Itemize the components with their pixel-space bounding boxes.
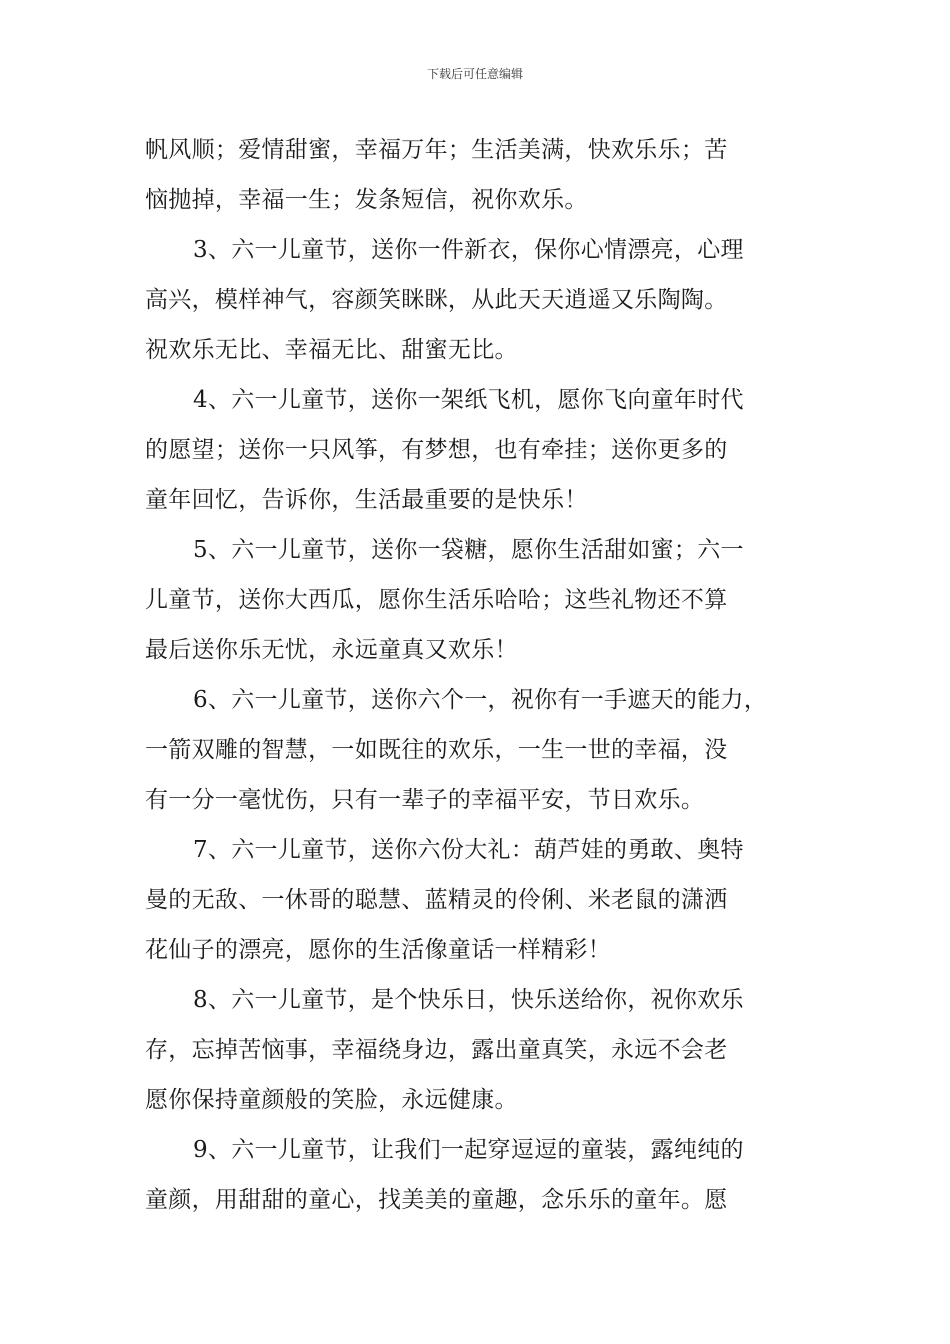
text-line-14: 有一分一毫忧伤，只有一辈子的幸福平安，节日欢乐。 [145, 787, 705, 813]
text-line-2: 恼抛掉，幸福一生；发条短信，祝你欢乐。 [145, 187, 588, 213]
text-line-10: 儿童节，送你大西瓜，愿你生活乐哈哈；这些礼物还不算 [145, 587, 728, 613]
text-line-12: 6、六一儿童节，送你六个一，祝你有一手遮天的能力， [193, 687, 768, 713]
text-line-6: 4、六一儿童节，送你一架纸飞机，愿你飞向童年时代 [193, 387, 744, 413]
text-line-16: 曼的无敌、一休哥的聪慧、蓝精灵的伶俐、米老鼠的潇洒 [145, 887, 728, 913]
text-line-17: 花仙子的漂亮，愿你的生活像童话一样精彩！ [145, 937, 611, 963]
text-line-22: 童颜，用甜甜的童心，找美美的童趣，念乐乐的童年。愿 [145, 1187, 728, 1213]
page-header: 下载后可任意编辑 [426, 67, 523, 81]
text-line-20: 愿你保持童颜般的笑脸，永远健康。 [145, 1087, 518, 1113]
text-line-5: 祝欢乐无比、幸福无比、甜蜜无比。 [145, 337, 518, 363]
text-line-7: 的愿望；送你一只风筝，有梦想，也有牵挂；送你更多的 [145, 437, 728, 463]
text-line-11: 最后送你乐无忧，永远童真又欢乐！ [145, 637, 518, 663]
text-line-4: 高兴，模样神气，容颜笑眯眯，从此天天逍遥又乐陶陶。 [145, 287, 728, 313]
text-line-1: 帆风顺；爱情甜蜜，幸福万年；生活美满，快欢乐乐；苦 [145, 137, 728, 163]
text-line-18: 8、六一儿童节，是个快乐日，快乐送给你，祝你欢乐 [193, 987, 744, 1013]
text-line-19: 存，忘掉苦恼事，幸福绕身边，露出童真笑，永远不会老 [145, 1037, 728, 1063]
text-line-3: 3、六一儿童节，送你一件新衣，保你心情漂亮，心理 [193, 237, 744, 263]
text-line-8: 童年回忆，告诉你，生活最重要的是快乐！ [145, 487, 588, 513]
text-line-15: 7、六一儿童节，送你六份大礼：葫芦娃的勇敢、奥特 [193, 837, 744, 863]
document-body [145, 125, 815, 1225]
text-line-9: 5、六一儿童节，送你一袋糖，愿你生活甜如蜜；六一 [193, 537, 744, 563]
text-line-13: 一箭双雕的智慧，一如既往的欢乐，一生一世的幸福，没 [145, 737, 728, 763]
text-line-21: 9、六一儿童节，让我们一起穿逗逗的童装，露纯纯的 [193, 1137, 744, 1163]
